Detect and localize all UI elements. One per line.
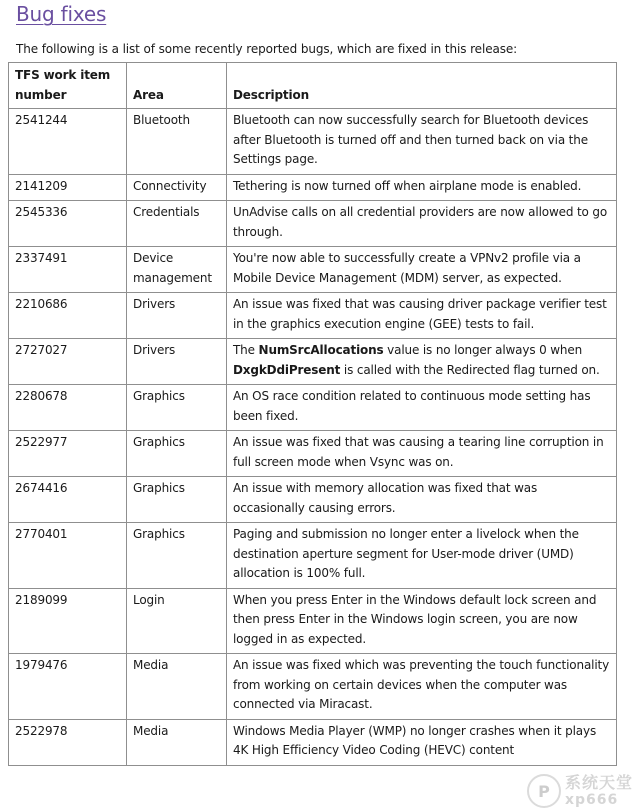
area-cell: Graphics [127,523,227,589]
work-item-id: 2522978 [9,719,127,765]
table-row [9,431,617,477]
table-row [9,201,617,247]
description-cell: When you press Enter in the Windows default lock screen and then press Enter in the Windows login screen, you are now logged in as expected. [227,588,617,654]
table-row [9,293,617,339]
table-row [9,339,617,385]
header-description: Description [227,63,617,109]
watermark-en: xp666 [564,792,619,808]
code-term: DxgkDdiPresent [233,362,341,377]
watermark-logo-icon: P [527,774,561,808]
area-cell: Device management [127,247,227,293]
description-cell: UnAdvise calls on all credential providers are now allowed to go through. [227,201,617,247]
area-cell: Drivers [127,339,227,385]
area-cell: Drivers [127,293,227,339]
site-watermark [513,772,633,810]
page-title: Bug fixes [16,2,107,26]
table-row [9,719,617,765]
work-item-id: 2280678 [9,385,127,431]
description-cell: Tethering is now turned off when airplane mode is enabled. [227,174,617,201]
work-item-id: 2522977 [9,431,127,477]
description-cell: Paging and submission no longer enter a livelock when the destination aperture segment for User-mode driver (UMD) allocation is 100% full. [227,523,617,589]
description-cell: Windows Media Player (WMP) no longer crashes when it plays 4K High Efficiency Video Coding (HEVC) content [227,719,617,765]
work-item-id: 2545336 [9,201,127,247]
area-cell: Graphics [127,385,227,431]
bug-fix-table [8,62,617,766]
work-item-id: 2210686 [9,293,127,339]
work-item-id: 2337491 [9,247,127,293]
area-cell: Connectivity [127,174,227,201]
watermark-text [565,774,633,808]
table-row [9,247,617,293]
work-item-id: 2727027 [9,339,127,385]
table-header-row [9,63,617,109]
area-cell: Media [127,719,227,765]
description-cell: An issue with memory allocation was fixed that was occasionally causing errors. [227,477,617,523]
area-cell: Media [127,654,227,720]
table-row [9,109,617,175]
description-cell: You're now able to successfully create a VPNv2 profile via a Mobile Device Management (MDM) server, as expected. [227,247,617,293]
description-cell: An issue was fixed that was causing driver package verifier test in the graphics execution engine (GEE) tests to fail. [227,293,617,339]
table-row [9,588,617,654]
intro-text: The following is a list of some recently reported bugs, which are fixed in this release: [16,42,518,56]
area-cell: Graphics [127,477,227,523]
watermark-cn: 系统天堂 [564,773,633,792]
header-area: Area [127,63,227,109]
table-row [9,654,617,720]
work-item-id: 2674416 [9,477,127,523]
header-work-item: TFS work item number [9,63,127,109]
code-term: NumSrcAllocations [258,343,384,357]
work-item-id: 2141209 [9,174,127,201]
description-cell: An issue was fixed which was preventing the touch functionality from working on certain devices when the computer was connected via Miracast. [227,654,617,720]
description-cell: Bluetooth can now successfully search for Bluetooth devices after Bluetooth is turned off and then turned back on via the Settings page. [227,109,617,175]
work-item-id: 2189099 [9,588,127,654]
description-cell: An issue was fixed that was causing a tearing line corruption in full screen mode when Vsync was on. [227,431,617,477]
table-row [9,385,617,431]
area-cell: Login [127,588,227,654]
work-item-id: 2541244 [9,109,127,175]
area-cell: Graphics [127,431,227,477]
area-cell: Credentials [127,201,227,247]
table-row [9,523,617,589]
table-row [9,174,617,201]
work-item-id: 1979476 [9,654,127,720]
description-cell: The NumSrcAllocations value is no longer always 0 when DxgkDdiPresent is called with the Redirected flag turned on. [227,339,617,385]
area-cell: Bluetooth [127,109,227,175]
table-row [9,477,617,523]
work-item-id: 2770401 [9,523,127,589]
description-cell: An OS race condition related to continuous mode setting has been fixed. [227,385,617,431]
